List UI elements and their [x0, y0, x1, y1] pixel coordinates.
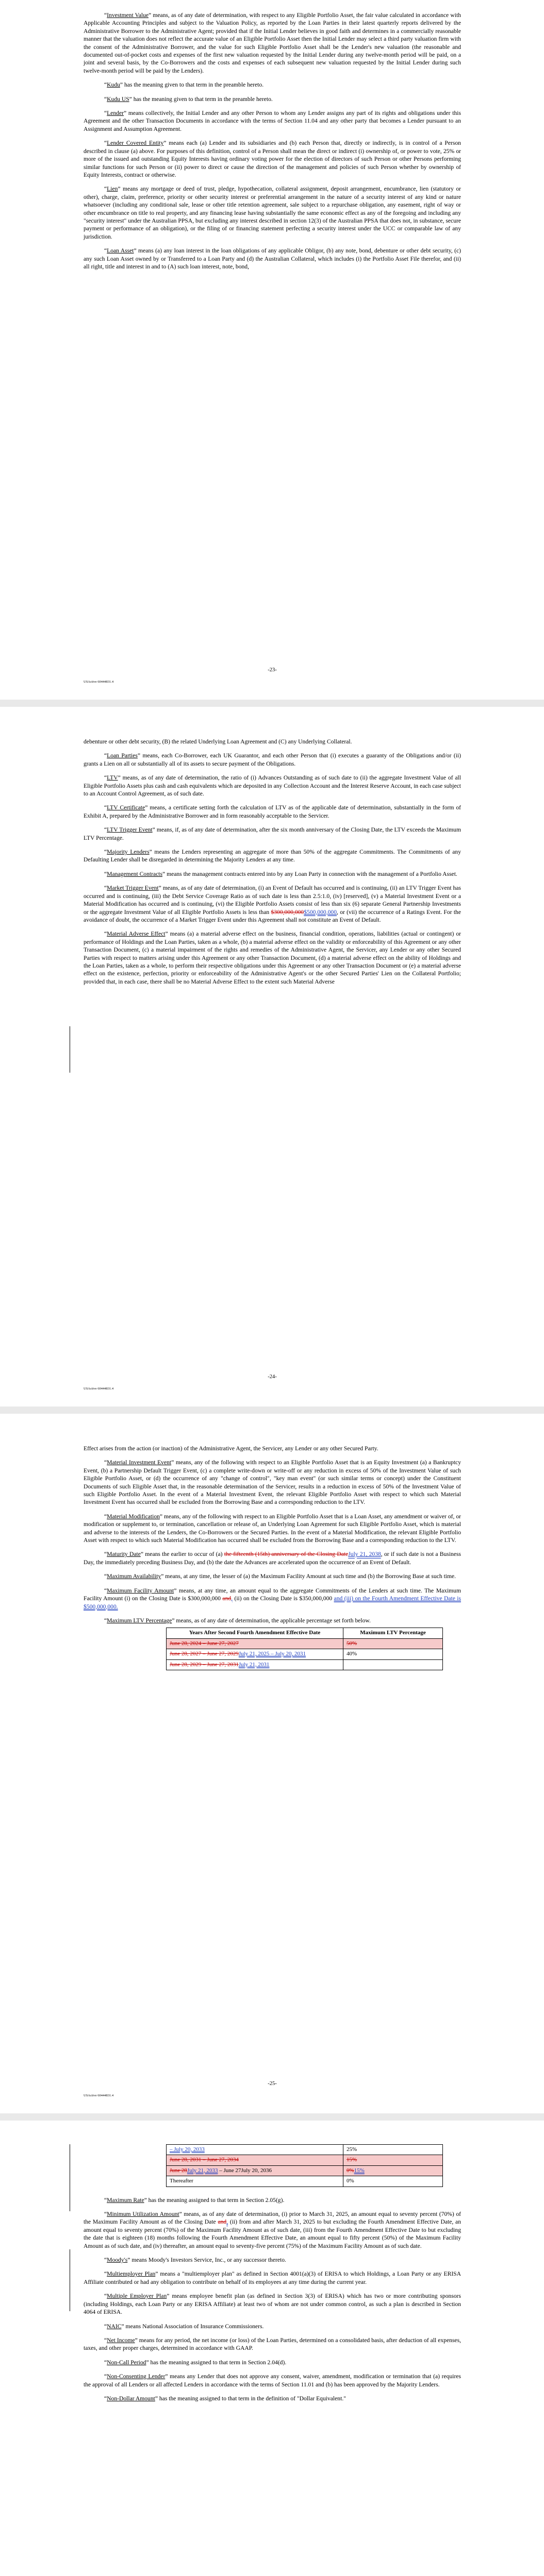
definition-maximum-rate: “Maximum Rate” has the meaning assigned to that term in Section 2.05(g).: [104, 2196, 285, 2204]
page-number: -25-: [268, 2081, 277, 2087]
ltv-row: Thereafter 0%: [167, 2176, 443, 2187]
page-25-footer: [84, 2081, 461, 2097]
continuation-text: Effect arises from the action (or inaction) of the Administrative Agent, the Servicer, any Lender or any other Secured Party.: [84, 1445, 378, 1452]
definition-market-trigger-event: “Market Trigger Event” means, as of any date of determination, (i) an Event of Default has occurred and is continuing, (ii) an LTV Trigger Event has occurred and is continuing, (iii) the Debt Service Coverage Ratio as of such date is less than 2.5:1.0, (iv) [reserved], (v) a Material Investment Event or a Material Modification has occurred and is continuing, (vi) the Eligible Portfolio Assets consist of less than six (6) separate General Partnership Investments or the aggregate Investment Value of all Eligible Portfolio Assets is less than $300,000,000$500,000,000, or (vii) the occurrence of a Ratings Event. For the avoidance of doubt, the occurrence of a Market Trigger Event under this Agreement shall not constitute an Event of Default.: [84, 885, 461, 923]
ltv-row: June 28, 2027 – June 27, 2029July 21, 2025 – July 20, 2031 40%: [167, 1649, 443, 1659]
definition-non-consenting-lender: “Non-Consenting Lender” means any Lender that does not approve any consent, waiver, amendment, modification or termination that (a) requires the approval of all Lenders or all affected Lenders in accordance with the terms of Section 11.01 and (b) has been approved by the Majority Lenders.: [84, 2373, 461, 2388]
ltv-table-continued: [166, 2144, 443, 2187]
ltv-table-header: [167, 1628, 443, 1638]
definition-lender: “Lender” means collectively, the Initial Lender and any other Person to whom any Lender assigns any part of its rights and obligations under this Agreement and the other Transaction Documents in accordance with the terms of Section 11.04 and any other party that becomes a Lender pursuant to an Assignment and Assumption Agreement.: [84, 110, 461, 132]
definition-lien: “Lien” means any mortgage or deed of trust, pledge, hypothecation, collateral assignment, deposit arrangement, encumbrance, lien (statutory or other), charge, claim, preference, priority or other security interest or preferential arrangement in the nature of a security interest of any kind or nature whatsoever (including any conditional sale, lease or other title retention agreement, sale subject to a repurchase obligation, any easement, right of way or other encumbrance on title to real property, and any financing lease having substantially the same economic effect as any of the foregoing and including any "security interest" under the Australian PPSA, but excluding any interest described in section 12(3) of the Australian PPSA that does not, in substance, secure payment or performance of an obligation), or the filing of or financing statement perfecting a security interest under the UCC or comparable law of any jurisdiction.: [84, 185, 461, 240]
page-26: [0, 2121, 544, 2576]
continuation-text: debenture or other debt security, (B) the related Underlying Loan Agreement and (C) any Underlying Collateral.: [84, 738, 352, 745]
doc-id: USActive 60444831.4: [84, 2094, 114, 2097]
definition-management-contracts: “Management Contracts” means the management contracts entered into by any Loan Party in connection with the management of a Portfolio Asset.: [104, 870, 457, 877]
page-24-footer: [84, 1374, 461, 1391]
definition-multiple-employer-plan: “Multiple Employer Plan” means employee benefit plan (as defined in Section 3(3) of ERISA) which has two or more contributing sponsors (including Holdings, each Loan Party or any ERISA Affiliate) at least two of whom are not under common control, as such a plan is described in Section 4064 of ERISA.: [84, 2293, 461, 2316]
page-23: [0, 0, 544, 700]
definition-ltv: “LTV” means, as of any date of determination, the ratio of (i) Advances Outstanding as of such date to (ii) the aggregate Investment Value of all Eligible Portfolio Assets plus cash and cash equivalents which are deposited in any Collection Account and the Interest Reserve Account, in each case subject to an Account Control Agreement, as of such date.: [84, 774, 461, 798]
definition-kudu-us: “Kudu US” has the meaning given to that term in the preamble hereto.: [104, 95, 273, 103]
definition-kudu: “Kudu” has the meaning given to that term in the preamble hereto.: [104, 81, 264, 89]
definition-loan-parties: “Loan Parties” means, each Co-Borrower, each UK Guarantor, and each other Person that (i) executes a guaranty of the Obligations and/or (ii) grants a Lien on all or substantially all of its assets to secure payment of the Obligations.: [84, 752, 461, 767]
definition-material-modification: “Material Modification” means, any of the following with respect to an Eligible Portfolio Asset that is a Loan Asset, any amendment or waiver of, or modification or supplement to, or termination, cancellation or release of, an Underlying Loan Agreement for such Eligible Portfolio Asset, which is material and adverse to the interests of the Lenders, the Co-Borrowers or the Secured Parties. In the event of a Material Modification, the relevant Eligible Portfolio Asset with respect to which such Material Modification has occurred shall be excluded from the Borrowing Base and a corresponding reduction to the LTV.: [84, 1513, 461, 1544]
definition-minimum-utilization-amount: “Minimum Utilization Amount” means, as of any date of determination, (i) prior to March 31, 2025, an amount equal to seventy percent (70%) of the Maximum Facility Amount as of the Closing Date and, (ii) from and after March 31, 2025 to but excluding the Fourth Amendment Effective Date, an amount equal to seventy percent (70%) of the Maximum Facility Amount as of such date, (iii) from the Fourth Amendment Effective Date to but excluding the date that is eighteen (18) months following the Fourth Amendment Effective Date, an amount equal to fifty percent (50%) of the Maximum Facility Amount as of such date, and (iv) thereafter, an amount equal to seventy-five percent (75%) of the Maximum Facility Amount as of such date.: [84, 2211, 461, 2249]
definition-material-adverse-effect: “Material Adverse Effect” means (a) a material adverse effect on the business, financial condition, operations, liabilities (actual or contingent) or performance of Holdings and the Loan Parties, taken as a whole, (b) a material adverse effect on the validity or enforceability of this Agreement or any other Transaction Document, (c) a material impairment of the rights and remedies of the Administrative Agent, the Servicer, any Lender or any other Secured Parties with respect to matters arising under this Agreement or any other Transaction Document, (d) a material adverse effect on the ability of Holdings and the Loan Parties, taken as a whole, to perform their respective obligations under this Agreement or any other Transaction Document or (e) a material adverse effect on the existence, perfection, priority or enforceability of the Administrative Agent's or the other Secured Parties' Lien on the Collateral Portfolio; provided that, in each case, there shall be no Material Adverse Effect to the extent such Material Adverse: [84, 930, 461, 985]
page-number: -23-: [268, 667, 277, 673]
doc-id: USActive 60444831.4: [84, 1387, 114, 1391]
definition-non-call-period: “Non-Call Period” has the meaning assigned to that term in Section 2.04(d).: [104, 2359, 287, 2366]
definition-naic: “NAIC” means National Association of Insurance Commissioners.: [104, 2323, 264, 2330]
definition-ltv-certificate: “LTV Certificate” means, a certificate setting forth the calculation of LTV as of the applicable date of determination, substantially in the form of Exhibit A, prepared by the Administrative Borrower and in form reasonably acceptable to the Servicer.: [84, 804, 461, 819]
page-23-footer: [84, 667, 461, 684]
ltv-table: [166, 1628, 443, 1670]
definition-multiemployer-plan: “Multiemployer Plan” means a "multiemployer plan" as defined in Section 4001(a)(3) of ERISA to which Holdings, a Loan Party or any ERISA Affiliate contributed or had any obligation to contribute on behalf of its employees at any time during the current year.: [84, 2270, 461, 2285]
definition-majority-lenders: “Majority Lenders” means the Lenders representing an aggregate of more than 50% of the aggregate Commitments. The Commitments of any Defaulting Lender shall be disregarded in determining the Majority Lenders at any time.: [84, 849, 461, 863]
ltv-row: June 28, 2031 – June 27, 2034 15%: [167, 2155, 443, 2165]
doc-id: USActive 60444831.4: [84, 680, 114, 684]
page-number: -24-: [268, 1374, 277, 1380]
definition-maximum-ltv-percentage: “Maximum LTV Percentage” means, as of any date of determination, the applicable percentage set forth below.: [104, 1617, 371, 1624]
definition-maximum-availability: “Maximum Availability” means, at any time, the lesser of (a) the Maximum Facility Amount at such time and (b) the Borrowing Base at such time.: [104, 1573, 456, 1580]
definition-ltv-trigger-event: “LTV Trigger Event” means, if, as of any date of determination, after the six month anniversary of the Closing Date, the LTV exceeds the Maximum LTV Percentage.: [84, 826, 461, 841]
page-26-body: [84, 2144, 461, 2409]
ltv-row: – July 20, 2033 25%: [167, 2145, 443, 2155]
definition-maximum-facility-amount: “Maximum Facility Amount” means, at any time, an amount equal to the aggregate Commitments of the Lenders at such time. The Maximum Facility Amount (i) on the Closing Date is $300,000,000 and, (ii) on the Closing Date is $350,000,000 and (iii) on the Fourth Amendment Effective Date is $500,000,000.: [84, 1587, 461, 1610]
definition-lender-covered-entity: “Lender Covered Entity” means each (a) Lender and its subsidiaries and (b) each Person that, directly or indirectly, is in control of a Person described in clause (a) above. For purposes of this definition, control of a Person shall mean the direct or indirect (i) ownership of, or power to vote, 25% or more of the issued and outstanding Equity Interests having ordinary voting power for the election of directors of such Person or other Persons performing similar functions for such Person or (ii) power to direct or cause the direction of the management and policies of such Person whether by ownership of Equity Interests, contract or otherwise.: [84, 140, 461, 178]
definition-net-income: “Net Income” means for any period, the net income (or loss) of the Loan Parties, determined on a consolidated basis, after deduction of all expenses, taxes, and other proper charges, determined in accordance with GAAP.: [84, 2336, 461, 2352]
page-24: [0, 707, 544, 1406]
page-23-body: [84, 11, 461, 277]
definition-maturity-date: “Maturity Date” means the earlier to occur of (a) the fifteenth (15th) anniversary of the Closing DateJuly 21, 2038, or if such date is not a Business Day, the immediately preceding Business Day, and (b) the date the Advances are accelerated upon the occurrence of an Event of Default.: [84, 1551, 461, 1566]
page-25-body: [84, 1445, 461, 1670]
page-24-body: [84, 738, 461, 992]
ltv-row: June 28July 21, 2033 – June 27July 20, 2036 0%15%: [167, 2165, 443, 2176]
definition-loan-asset: “Loan Asset” means (a) any loan interest in the loan obligations of any applicable Obligor, (b) any note, bond, debenture or other debt security, (c) any such Loan Asset owned by or Transferred to a Loan Party and (d) the Australian Collateral, which includes (i) the Portfolio Asset File therefor, and (ii) all right, title and interest in and to (A) such loan interest, note, bond,: [84, 247, 461, 270]
ltv-header-percentage: Maximum LTV Percentage: [343, 1628, 443, 1638]
ltv-row: June 28, 2024 – June 27, 2027 50%: [167, 1638, 443, 1649]
definition-moodys: “Moody's” means Moody's Investors Service, Inc., or any successor thereto.: [104, 2257, 286, 2264]
ltv-header-period: Years After Second Fourth Amendment Effective Date: [167, 1628, 343, 1638]
ltv-row: June 28, 2029 – June 27, 2031July 21, 2031: [167, 1659, 443, 1670]
definition-material-investment-event: “Material Investment Event” means, any of the following with respect to an Eligible Portfolio Asset that is an Equity Investment (a) a Bankruptcy Event, (b) a Partnership Default Trigger Event, (c) a complete write-down or write-off or any reduction in excess of 50% of the Investment Value of such Eligible Portfolio Asset, or (d) the occurrence of any "change of control", "key man event" (or such similar terms or concept) under the Constituent Documents of such Eligible Asset that, in the reasonable determination of the Servicer, results in a reduction in excess of 50% of the Investment Value of such Eligible Portfolio Asset. In the event of a Material Investment Event, the relevant Eligible Portfolio Asset with respect to which such Material Investment Event has occurred shall be excluded from the Borrowing Base and a corresponding reduction to the LTV.: [84, 1459, 461, 1506]
page-25: [0, 1414, 544, 2113]
definition-investment-value: “Investment Value” means, as of any date of determination, with respect to any Eligible Portfolio Asset, the fair value calculated in accordance with Applicable Accounting Principles and subject to the Valuation Policy, as reported by the Loan Parties in their latest quarterly reports delivered by the Administrative Borrower to the Administrative Agent; provided that if the Initial Lender believes in good faith and determines in a commercially reasonable manner that the valuation does not reflect the accurate value of an Eligible Portfolio Asset then the Initial Lender may select a third party valuation firm with the consent of the Administrative Borrower, and the value for such Eligible Portfolio Asset shall be the Lender's new valuation (the reasonable and documented out-of-pocket costs and expenses of the first new valuation requested by the Initial Lender during any twelve-month period will be paid, on a joint and several basis, by the Co-Borrowers and the costs and expenses of each subsequent new valuation requested by the Initial Lender during such twelve-month period will be paid by the Lenders).: [84, 12, 461, 74]
definition-non-dollar-amount: “Non-Dollar Amount” has the meaning assigned to that term in the definition of "Dollar Equivalent.": [104, 2395, 346, 2402]
